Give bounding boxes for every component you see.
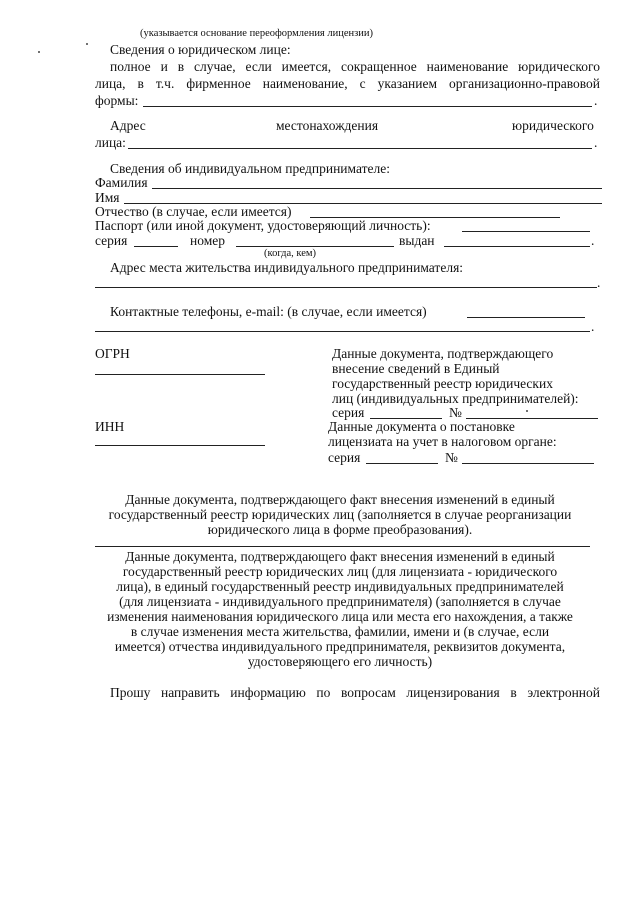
ogrn-doc-line-3: государственный реестр юридических (332, 376, 553, 391)
request-line: Прошу направить информацию по вопросам лицензирования в электронной (110, 685, 600, 700)
changes-line-5: изменения наименования юридического лица или места его нахождения, а также (107, 609, 573, 624)
changes-line-8: удостоверяющего его личность) (247, 654, 433, 669)
scan-speck (38, 51, 40, 53)
inn-doc-line-1: Данные документа о постановке (328, 419, 515, 434)
ogrn-doc-line-1: Данные документа, подтверждающего (332, 346, 554, 361)
patronymic-label: Отчество (в случае, если имеется) (95, 204, 292, 219)
residence-dot: . (597, 275, 601, 290)
legal-heading: Сведения о юридическом лице: (110, 42, 291, 57)
ogrn-series-label: серия (332, 405, 365, 420)
inn-number-label: № (445, 450, 458, 465)
inn-doc-line-2: лицензиата на учет в налоговом органе: (328, 434, 557, 449)
changes-line-4: (для лицензиата - индивидуального предпринимателя) (заполняется в случае (119, 594, 561, 609)
residence-field[interactable] (95, 287, 597, 288)
legal-name-field[interactable] (143, 106, 592, 107)
when-who-caption: (когда, кем) (264, 248, 316, 259)
inn-number-field[interactable] (462, 463, 594, 464)
scan-speck (86, 43, 88, 45)
address-word-2: местонахождения (276, 118, 379, 133)
contacts-dot: . (591, 319, 595, 334)
legal-name-dot: . (594, 93, 598, 108)
reorg-line-3: юридического лица в форме преобразования). (207, 522, 473, 537)
passport-label: Паспорт (или иной документ, удостоверяющий личность): (95, 218, 431, 233)
contacts-label: Контактные телефоны, e-mail: (в случае, если имеется) (110, 304, 427, 319)
changes-line-1: Данные документа, подтверждающего факт внесения изменений в единый (125, 549, 555, 564)
inn-series-label: серия (328, 450, 361, 465)
surname-label: Фамилия (95, 175, 148, 190)
passport-series-label: серия (95, 233, 128, 248)
passport-issued-label: выдан (399, 233, 435, 248)
passport-series-field[interactable] (134, 246, 178, 247)
legal-address-dot: . (594, 135, 598, 150)
legal-line-2: лица, в т.ч. фирменное наименование, с указанием организационно-правовой (95, 76, 600, 91)
contacts-field-2[interactable] (95, 331, 590, 332)
ogrn-label: ОГРН (95, 346, 130, 361)
basis-caption: (указывается основание переоформления лицензии) (140, 28, 374, 39)
passport-dot: . (591, 233, 595, 248)
inn-label: ИНН (95, 419, 125, 434)
passport-issued-field[interactable] (444, 246, 590, 247)
legal-address-field[interactable] (128, 148, 592, 149)
legal-line-1: полное и в случае, если имеется, сокращенное наименование юридического (110, 59, 600, 74)
address-word-3: юридического (512, 118, 594, 133)
passport-number-field[interactable] (236, 246, 394, 247)
residence-label: Адрес места жительства индивидуального предпринимателя: (110, 260, 464, 275)
surname-field[interactable] (152, 188, 602, 189)
changes-line-2: государственный реестр юридических лиц (для лицензиата - юридического (122, 564, 558, 579)
address-word-4: лица: (95, 135, 126, 150)
scan-speck (526, 410, 528, 412)
changes-line-6: в случае изменения места жительства, фамилии, имени и (в случае, если (130, 624, 550, 639)
reorg-field[interactable] (95, 546, 590, 547)
contacts-field-1[interactable] (467, 317, 585, 318)
passport-number-label: номер (190, 233, 226, 248)
name-label: Имя (95, 190, 120, 205)
reorg-line-2: государственный реестр юридических лиц (заполняется в случае реорганизации (108, 507, 572, 522)
inn-field[interactable] (95, 445, 265, 446)
changes-line-7: имеется) отчества индивидуального предпринимателя, реквизитов документа, (114, 639, 566, 654)
ip-heading: Сведения об индивидуальном предпринимателе: (110, 161, 390, 176)
ogrn-doc-line-2: внесение сведений в Единый (332, 361, 500, 376)
ogrn-doc-line-4: лиц (индивидуальных предпринимателей): (332, 391, 579, 406)
changes-line-3: лица), в единый государственный реестр индивидуальных предпринимателей (116, 579, 564, 594)
reorg-line-1: Данные документа, подтверждающего факт внесения изменений в единый (125, 492, 555, 507)
legal-line-3: формы: (95, 93, 139, 108)
address-word-1: Адрес (110, 118, 146, 133)
passport-doc-field[interactable] (462, 231, 590, 232)
ogrn-field[interactable] (95, 374, 265, 375)
ogrn-number-label: № (449, 405, 462, 420)
inn-series-field[interactable] (366, 463, 438, 464)
